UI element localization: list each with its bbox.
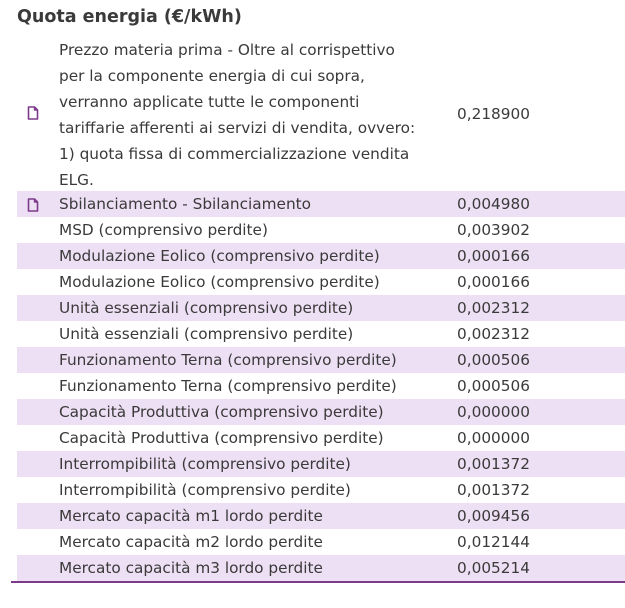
row-label: Capacità Produttiva (comprensivo perdite) [59, 403, 384, 421]
row-value: 0,002312 [457, 299, 530, 317]
table-row [17, 295, 625, 321]
row-value: 0,004980 [457, 195, 530, 213]
table-row [17, 217, 625, 243]
table-row [17, 529, 625, 555]
table-row [17, 451, 625, 477]
row-label: Interrompibilità (comprensivo perdite) [59, 481, 351, 499]
document-icon[interactable] [26, 105, 40, 119]
table-row [17, 191, 625, 217]
table-row [17, 269, 625, 295]
row-label: Funzionamento Terna (comprensivo perdite) [59, 351, 397, 369]
row-label: Sbilanciamento - Sbilanciamento [59, 195, 312, 213]
row-label: Modulazione Eolico (comprensivo perdite) [59, 247, 380, 265]
label-line: per la componente energia di cui sopra, [59, 67, 365, 85]
row-label: Unità essenziali (comprensivo perdite) [59, 299, 354, 317]
row-value: 0,000166 [457, 247, 530, 265]
table-row [17, 477, 625, 503]
table-row [17, 37, 625, 191]
table-bottom-divider [11, 581, 625, 583]
row-label: Mercato capacità m1 lordo perdite [59, 507, 323, 525]
table-row [17, 347, 625, 373]
row-value: 0,000506 [457, 351, 530, 369]
table-row [17, 399, 625, 425]
row-label: Funzionamento Terna (comprensivo perdite) [59, 377, 397, 395]
row-value: 0,005214 [457, 559, 530, 577]
row-label: Modulazione Eolico (comprensivo perdite) [59, 273, 380, 291]
row-label: Unità essenziali (comprensivo perdite) [59, 325, 354, 343]
row-label: Mercato capacità m2 lordo perdite [59, 533, 323, 551]
table-row [17, 555, 625, 581]
table-row [17, 373, 625, 399]
row-value: 0,003902 [457, 221, 530, 239]
row-label: MSD (comprensivo perdite) [59, 221, 268, 239]
row-value: 0,000506 [457, 377, 530, 395]
row-value: 0,000166 [457, 273, 530, 291]
table-row [17, 321, 625, 347]
label-line: ELG. [59, 171, 94, 189]
label-line: tariffarie afferenti ai servizi di vendita, ovvero: [59, 119, 416, 137]
row-value: 0,012144 [457, 533, 530, 551]
row-value: 0,002312 [457, 325, 530, 343]
label-line: 1) quota fissa di commercializzazione vendita [59, 145, 410, 163]
document-icon[interactable] [26, 197, 40, 211]
label-line: verranno applicate tutte le componenti [59, 93, 360, 111]
table-row [17, 243, 625, 269]
row-value: 0,218900 [457, 105, 530, 123]
row-label: Interrompibilità (comprensivo perdite) [59, 455, 351, 473]
row-value: 0,000000 [457, 429, 530, 447]
table-row [17, 503, 625, 529]
row-value: 0,001372 [457, 455, 530, 473]
row-label [59, 37, 444, 193]
row-value: 0,009456 [457, 507, 530, 525]
row-value: 0,001372 [457, 481, 530, 499]
row-value: 0,000000 [457, 403, 530, 421]
energy-quota-table [17, 37, 625, 581]
section-title: Quota energia (€/kWh) [17, 7, 242, 27]
row-label: Mercato capacità m3 lordo perdite [59, 559, 323, 577]
table-row [17, 425, 625, 451]
label-line: Prezzo materia prima - Oltre al corrispettivo [59, 41, 395, 59]
row-label: Capacità Produttiva (comprensivo perdite) [59, 429, 384, 447]
